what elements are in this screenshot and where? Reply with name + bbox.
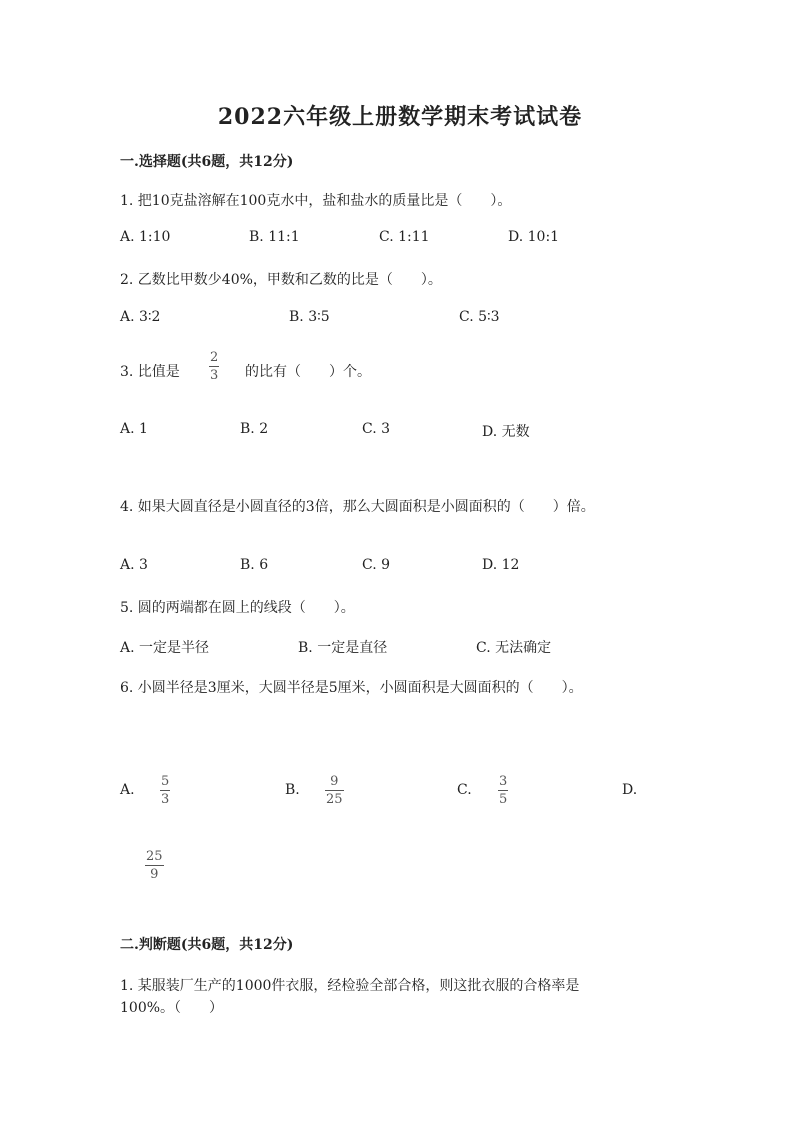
q3-option-b: B. 2 bbox=[240, 421, 269, 437]
question-4-text: 4. 如果大圆直径是小圆直径的3倍，那么大圆面积是小圆面积的（ ）倍。 bbox=[120, 499, 595, 515]
fraction-denominator: 5 bbox=[499, 792, 508, 807]
question-1-text: 1. 把10克盐溶解在100克水中，盐和盐水的质量比是（ ）。 bbox=[120, 193, 512, 209]
q1-option-c: C. 1:11 bbox=[379, 229, 430, 245]
q3-option-a: A. 1 bbox=[120, 421, 148, 437]
q6-option-c-fraction bbox=[498, 775, 508, 806]
fraction-denominator: 3 bbox=[161, 792, 170, 807]
q6-option-a-label: A. bbox=[120, 782, 135, 798]
q6-option-a-fraction bbox=[160, 775, 170, 806]
fraction-denominator: 25 bbox=[326, 792, 343, 807]
q1-option-d: D. 10:1 bbox=[508, 229, 560, 245]
fraction-numerator: 3 bbox=[499, 774, 508, 789]
q3-fraction bbox=[209, 351, 219, 382]
fraction-numerator: 5 bbox=[161, 774, 170, 789]
judgement-question-1-line-2: 100%。（ ） bbox=[120, 1000, 224, 1016]
section-heading-choice: 一.选择题(共6题，共12分) bbox=[120, 154, 294, 170]
q4-option-c: C. 9 bbox=[362, 557, 391, 573]
judgement-question-1-line-1: 1. 某服装厂生产的1000件衣服，经检验全部合格，则这批衣服的合格率是 bbox=[120, 978, 580, 994]
question-3-suffix: 的比有（ ）个。 bbox=[245, 364, 371, 380]
q6-option-b-label: B. bbox=[285, 782, 300, 798]
q5-option-a: A. 一定是半径 bbox=[120, 640, 210, 656]
fraction-numerator: 25 bbox=[146, 849, 163, 864]
q1-option-b: B. 11:1 bbox=[249, 229, 300, 245]
q6-option-d-fraction bbox=[145, 850, 164, 881]
q2-option-b: B. 3∶5 bbox=[289, 309, 330, 325]
q3-option-c: C. 3 bbox=[362, 421, 391, 437]
q6-option-d-label: D. bbox=[622, 782, 638, 798]
q2-option-a: A. 3∶2 bbox=[120, 309, 161, 325]
q2-option-c: C. 5∶3 bbox=[459, 309, 500, 325]
question-2-text: 2. 乙数比甲数少40%，甲数和乙数的比是（ ）。 bbox=[120, 272, 442, 288]
question-6-text: 6. 小圆半径是3厘米，大圆半径是5厘米，小圆面积是大圆面积的（ ）。 bbox=[120, 680, 583, 696]
fraction-denominator: 3 bbox=[210, 368, 219, 383]
q4-option-d: D. 12 bbox=[482, 557, 520, 573]
q4-option-a: A. 3 bbox=[120, 557, 148, 573]
question-5-text: 5. 圆的两端都在圆上的线段（ ）。 bbox=[120, 600, 355, 616]
fraction-numerator: 2 bbox=[210, 350, 219, 365]
q4-option-b: B. 6 bbox=[240, 557, 269, 573]
q1-option-a: A. 1:10 bbox=[120, 229, 171, 245]
q5-option-c: C. 无法确定 bbox=[476, 640, 552, 656]
fraction-denominator: 9 bbox=[150, 867, 159, 882]
section-heading-judgement: 二.判断题(共6题，共12分) bbox=[120, 937, 294, 953]
page-title: 2022六年级上册数学期末考试试卷 bbox=[217, 104, 583, 130]
q6-option-b-fraction bbox=[325, 775, 344, 806]
q5-option-b: B. 一定是直径 bbox=[298, 640, 388, 656]
q3-option-d: D. 无数 bbox=[482, 424, 530, 440]
fraction-numerator: 9 bbox=[330, 774, 339, 789]
question-3-prefix: 3. 比值是 bbox=[120, 364, 180, 380]
q6-option-c-label: C. bbox=[457, 782, 472, 798]
